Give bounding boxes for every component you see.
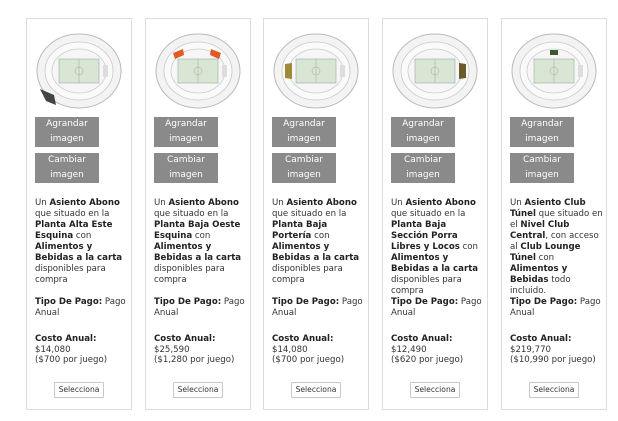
payment-type: Tipo De Pago: Pago Anual [272,297,363,318]
seat-description: Un Asiento Club Túnel que situado en el Nivel Club Central, con acceso al Club Lounge Túnel con Alimentos y Bebidas todo incluido. [510,198,603,296]
seat-description: Un Asiento Abono que situado en la Planta Baja Portería con Alimentos y Bebidas a la carta disponibles para compra [272,198,360,285]
stadium-map[interactable] [153,31,243,111]
select-button[interactable]: Selecciona [54,382,104,398]
change-image-button[interactable]: Cambiar imagen [154,153,218,183]
seat-card-1 [26,18,132,410]
per-game-cost: ($10,990 por juego) [510,355,596,365]
stadium-map[interactable] [271,31,361,111]
seat-card-4 [382,18,488,410]
change-image-button[interactable]: Cambiar imagen [510,153,574,183]
select-button[interactable]: Selecciona [173,382,223,398]
enlarge-image-button[interactable]: Agrandar imagen [391,117,455,147]
change-image-button[interactable]: Cambiar imagen [391,153,455,183]
per-game-cost: ($700 por juego) [35,355,108,365]
annual-cost: Costo Anual: $12,490 [391,334,453,355]
payment-type: Tipo De Pago: Pago Anual [510,297,601,318]
payment-type: Tipo De Pago: Pago Anual [35,297,126,318]
select-button[interactable]: Selecciona [529,382,579,398]
seat-card-5 [501,18,607,410]
enlarge-image-button[interactable]: Agrandar imagen [272,117,336,147]
payment-type: Tipo De Pago: Pago Anual [391,297,482,318]
annual-cost: Costo Anual: $14,080 [35,334,97,355]
annual-cost: Costo Anual: $25,590 [154,334,216,355]
seat-description: Un Asiento Abono que situado en la Planta Baja Sección Porra Libres y Locos con Alimentos y Bebidas a la carta disponibles para compra [391,198,479,296]
change-image-button[interactable]: Cambiar imagen [35,153,99,183]
payment-type: Tipo De Pago: Pago Anual [154,297,245,318]
per-game-cost: ($1,280 por juego) [154,355,235,365]
stadium-map[interactable] [34,31,124,111]
highlighted-section [550,50,558,55]
change-image-button[interactable]: Cambiar imagen [272,153,336,183]
enlarge-image-button[interactable]: Agrandar imagen [510,117,574,147]
annual-cost: Costo Anual: $219,770 [510,334,572,355]
select-button[interactable]: Selecciona [410,382,460,398]
seat-description: Un Asiento Abono que situado en la Planta Alta Este Esquina con Alimentos y Bebidas a la carta disponibles para compra [35,198,123,285]
highlighted-section [459,63,466,79]
stadium-map[interactable] [390,31,480,111]
seat-card-3 [263,18,369,410]
annual-cost: Costo Anual: $14,080 [272,334,334,355]
per-game-cost: ($700 por juego) [272,355,345,365]
select-button[interactable]: Selecciona [291,382,341,398]
seat-description: Un Asiento Abono que situado en la Planta Baja Oeste Esquina con Alimentos y Bebidas a la carta disponibles para compra [154,198,242,285]
per-game-cost: ($620 por juego) [391,355,464,365]
stadium-map[interactable] [509,31,599,111]
enlarge-image-button[interactable]: Agrandar imagen [154,117,218,147]
seat-card-2 [145,18,251,410]
highlighted-section [285,63,292,79]
enlarge-image-button[interactable]: Agrandar imagen [35,117,99,147]
